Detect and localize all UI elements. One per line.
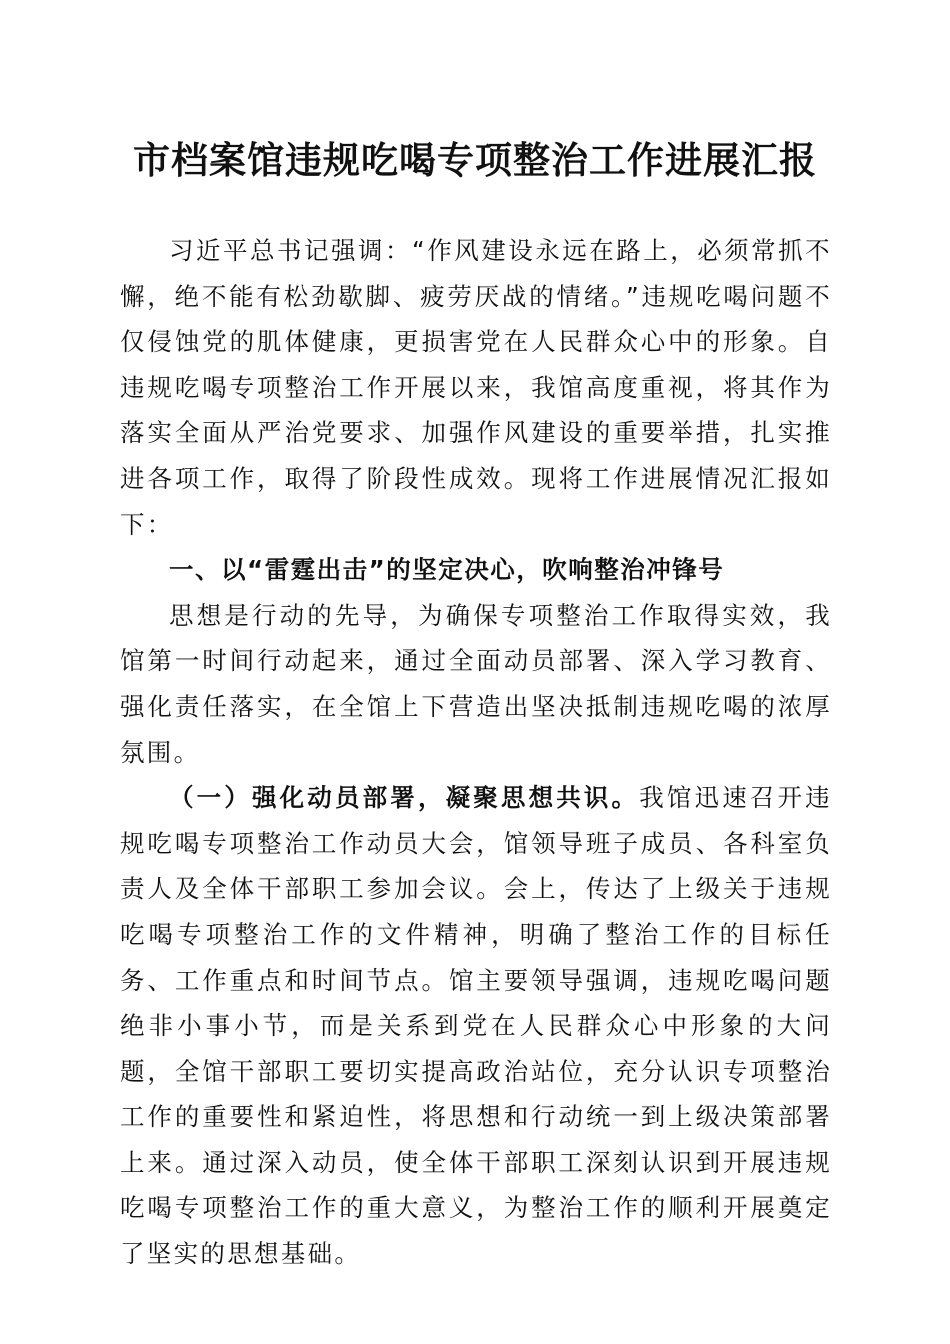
subsection-1-body: 我馆迅速召开违规吃喝专项整治工作动员大会，馆领导班子成员、各科室负责人及全体干部职工参加会议。会上，传达了上级关于违规吃喝专项整治工作的文件精神，明确了整治工作的目标任务、工作重点和时间节点。馆主要领导强调，违规吃喝问题绝非小事小节，而是关系到党在人民群众心中形象的大问题，全馆干部职工要切实提高政治站位，充分认识专项整治工作的重要性和紧迫性，将思想和行动统一到上级决策部署上来。通过深入动员，使全体干部职工深刻认识到开展违规吃喝专项整治工作的重大意义，为整治工作的顺利开展奠定了坚实的思想基础。 xyxy=(120,783,832,1269)
intro-paragraph: 习近平总书记强调：“作风建设永远在路上，必须常抓不懈，绝不能有松劲歇脚、疲劳厌战的情绪。”违规吃喝问题不仅侵蚀党的肌体健康，更损害党在人民群众心中的形象。自违规吃喝专项整治工作开展以来，我馆高度重视，将其作为落实全面从严治党要求、加强作风建设的重要举措，扎实推进各项工作，取得了阶段性成效。现将工作进展情况汇报如下： xyxy=(120,236,832,539)
subsection-1-heading: （一）强化动员部署，凝聚思想共识。 xyxy=(169,783,640,813)
subsection-1-paragraph xyxy=(120,775,832,1277)
document-body xyxy=(120,228,832,1277)
section-1-heading: 一、以“雷霆出击”的坚定决心，吹响整治冲锋号 xyxy=(169,555,725,585)
document-title: 市档案馆违规吃喝专项整治工作进展汇报 xyxy=(133,138,817,182)
section-1-paragraph: 思想是行动的先导，为确保专项整治工作取得实效，我馆第一时间行动起来，通过全面动员部署、深入学习教育、强化责任落实，在全馆上下营造出坚决抵制违规吃喝的浓厚氛围。 xyxy=(120,600,832,767)
